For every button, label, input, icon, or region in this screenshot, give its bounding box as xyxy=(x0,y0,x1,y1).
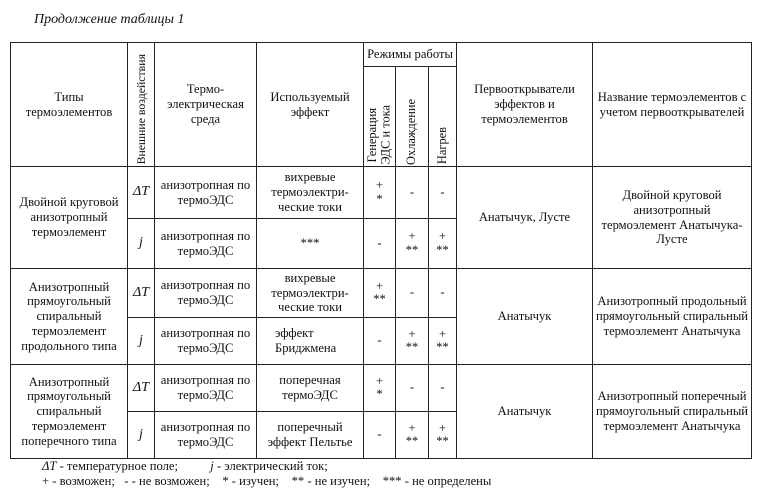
medium-cell: анизотропная по термоЭДС xyxy=(155,318,257,365)
medium-cell: анизотропная по термоЭДС xyxy=(155,167,257,219)
legend-symbol-j: j xyxy=(210,459,214,473)
symbol-cell: ΔT xyxy=(128,365,155,412)
discoverers-cell: Анатычук xyxy=(457,269,593,365)
gen-cell: + * xyxy=(364,365,396,412)
legend-line-1 xyxy=(42,459,328,474)
legend-symbol-dt: ΔT xyxy=(42,459,57,473)
name-cell: Двойной круговой анизотропный термоэлемент Анатычука-Лусте xyxy=(593,167,752,269)
medium-cell: анизотропная по термоЭДС xyxy=(155,365,257,412)
heat-cell: + ** xyxy=(429,219,457,269)
header-effect: Используемый эффект xyxy=(257,43,364,167)
effect-cell: поперечная термоЭДС xyxy=(257,365,364,412)
gen-cell: - xyxy=(364,219,396,269)
header-name: Название термоэлементов с учетом первооткрывателей xyxy=(593,43,752,167)
heat-cell: + ** xyxy=(429,412,457,459)
gen-cell: - xyxy=(364,318,396,365)
gen-cell: - xyxy=(364,412,396,459)
legend-line-2: + - возможен; - - не возможен; * - изучен; ** - не изучен; *** - не определены xyxy=(42,474,492,488)
table-row xyxy=(11,269,752,318)
discoverers-cell: Анатычук xyxy=(457,365,593,459)
header-mode-generation: Генерация ЭДС и тока xyxy=(364,67,396,167)
legend-text-dt: - температурное поле; xyxy=(59,459,178,473)
header-mode-heating: Нагрев xyxy=(429,67,457,167)
effect-cell: вихревые термоэлектри-ческие токи xyxy=(257,269,364,318)
type-cell: Анизотропный прямоугольный спиральный термоэлемент поперечного типа xyxy=(11,365,128,459)
header-medium: Термо-электрическая среда xyxy=(155,43,257,167)
symbol-cell: j xyxy=(128,318,155,365)
header-modes: Режимы работы xyxy=(364,43,457,67)
header-types: Типы термоэлементов xyxy=(11,43,128,167)
heat-cell: - xyxy=(429,269,457,318)
effect-cell: *** xyxy=(257,219,364,269)
cool-cell: - xyxy=(396,167,429,219)
medium-cell: анизотропная по термоЭДС xyxy=(155,219,257,269)
effect-cell: вихревые термоэлектри-ческие токи xyxy=(257,167,364,219)
heat-cell: - xyxy=(429,167,457,219)
discoverers-cell: Анатычук, Лусте xyxy=(457,167,593,269)
gen-cell: + ** xyxy=(364,269,396,318)
thermoelements-table xyxy=(10,42,752,459)
type-cell: Двойной круговой анизотропный термоэлемент xyxy=(11,167,128,269)
effect-cell: эффект Бриджмена xyxy=(257,318,364,365)
table-row xyxy=(11,167,752,219)
symbol-cell: j xyxy=(128,412,155,459)
symbol-cell: ΔT xyxy=(128,269,155,318)
cool-cell: + ** xyxy=(396,412,429,459)
medium-cell: анизотропная по термоЭДС xyxy=(155,269,257,318)
name-cell: Анизотропный продольный прямоугольный спиральный термоэлемент Анатычука xyxy=(593,269,752,365)
name-cell: Анизотропный поперечный прямоугольный спиральный термоэлемент Анатычука xyxy=(593,365,752,459)
gen-cell: + * xyxy=(364,167,396,219)
table-row xyxy=(11,365,752,412)
cool-cell: - xyxy=(396,365,429,412)
header-external: Внешние воздействия xyxy=(128,43,155,167)
symbol-cell: ΔT xyxy=(128,167,155,219)
heat-cell: + ** xyxy=(429,318,457,365)
header-mode-cooling: Охлаждение xyxy=(396,67,429,167)
cool-cell: + ** xyxy=(396,318,429,365)
heat-cell: - xyxy=(429,365,457,412)
legend-text-j: - электрический ток; xyxy=(216,459,328,473)
header-discoverers: Первооткрыватели эффектов и термоэлементов xyxy=(457,43,593,167)
symbol-cell: j xyxy=(128,219,155,269)
medium-cell: анизотропная по термоЭДС xyxy=(155,412,257,459)
table-caption: Продолжение таблицы 1 xyxy=(34,12,185,27)
effect-cell: поперечный эффект Пельтье xyxy=(257,412,364,459)
cool-cell: - xyxy=(396,269,429,318)
type-cell: Анизотропный прямоугольный спиральный термоэлемент продольного типа xyxy=(11,269,128,365)
cool-cell: + ** xyxy=(396,219,429,269)
